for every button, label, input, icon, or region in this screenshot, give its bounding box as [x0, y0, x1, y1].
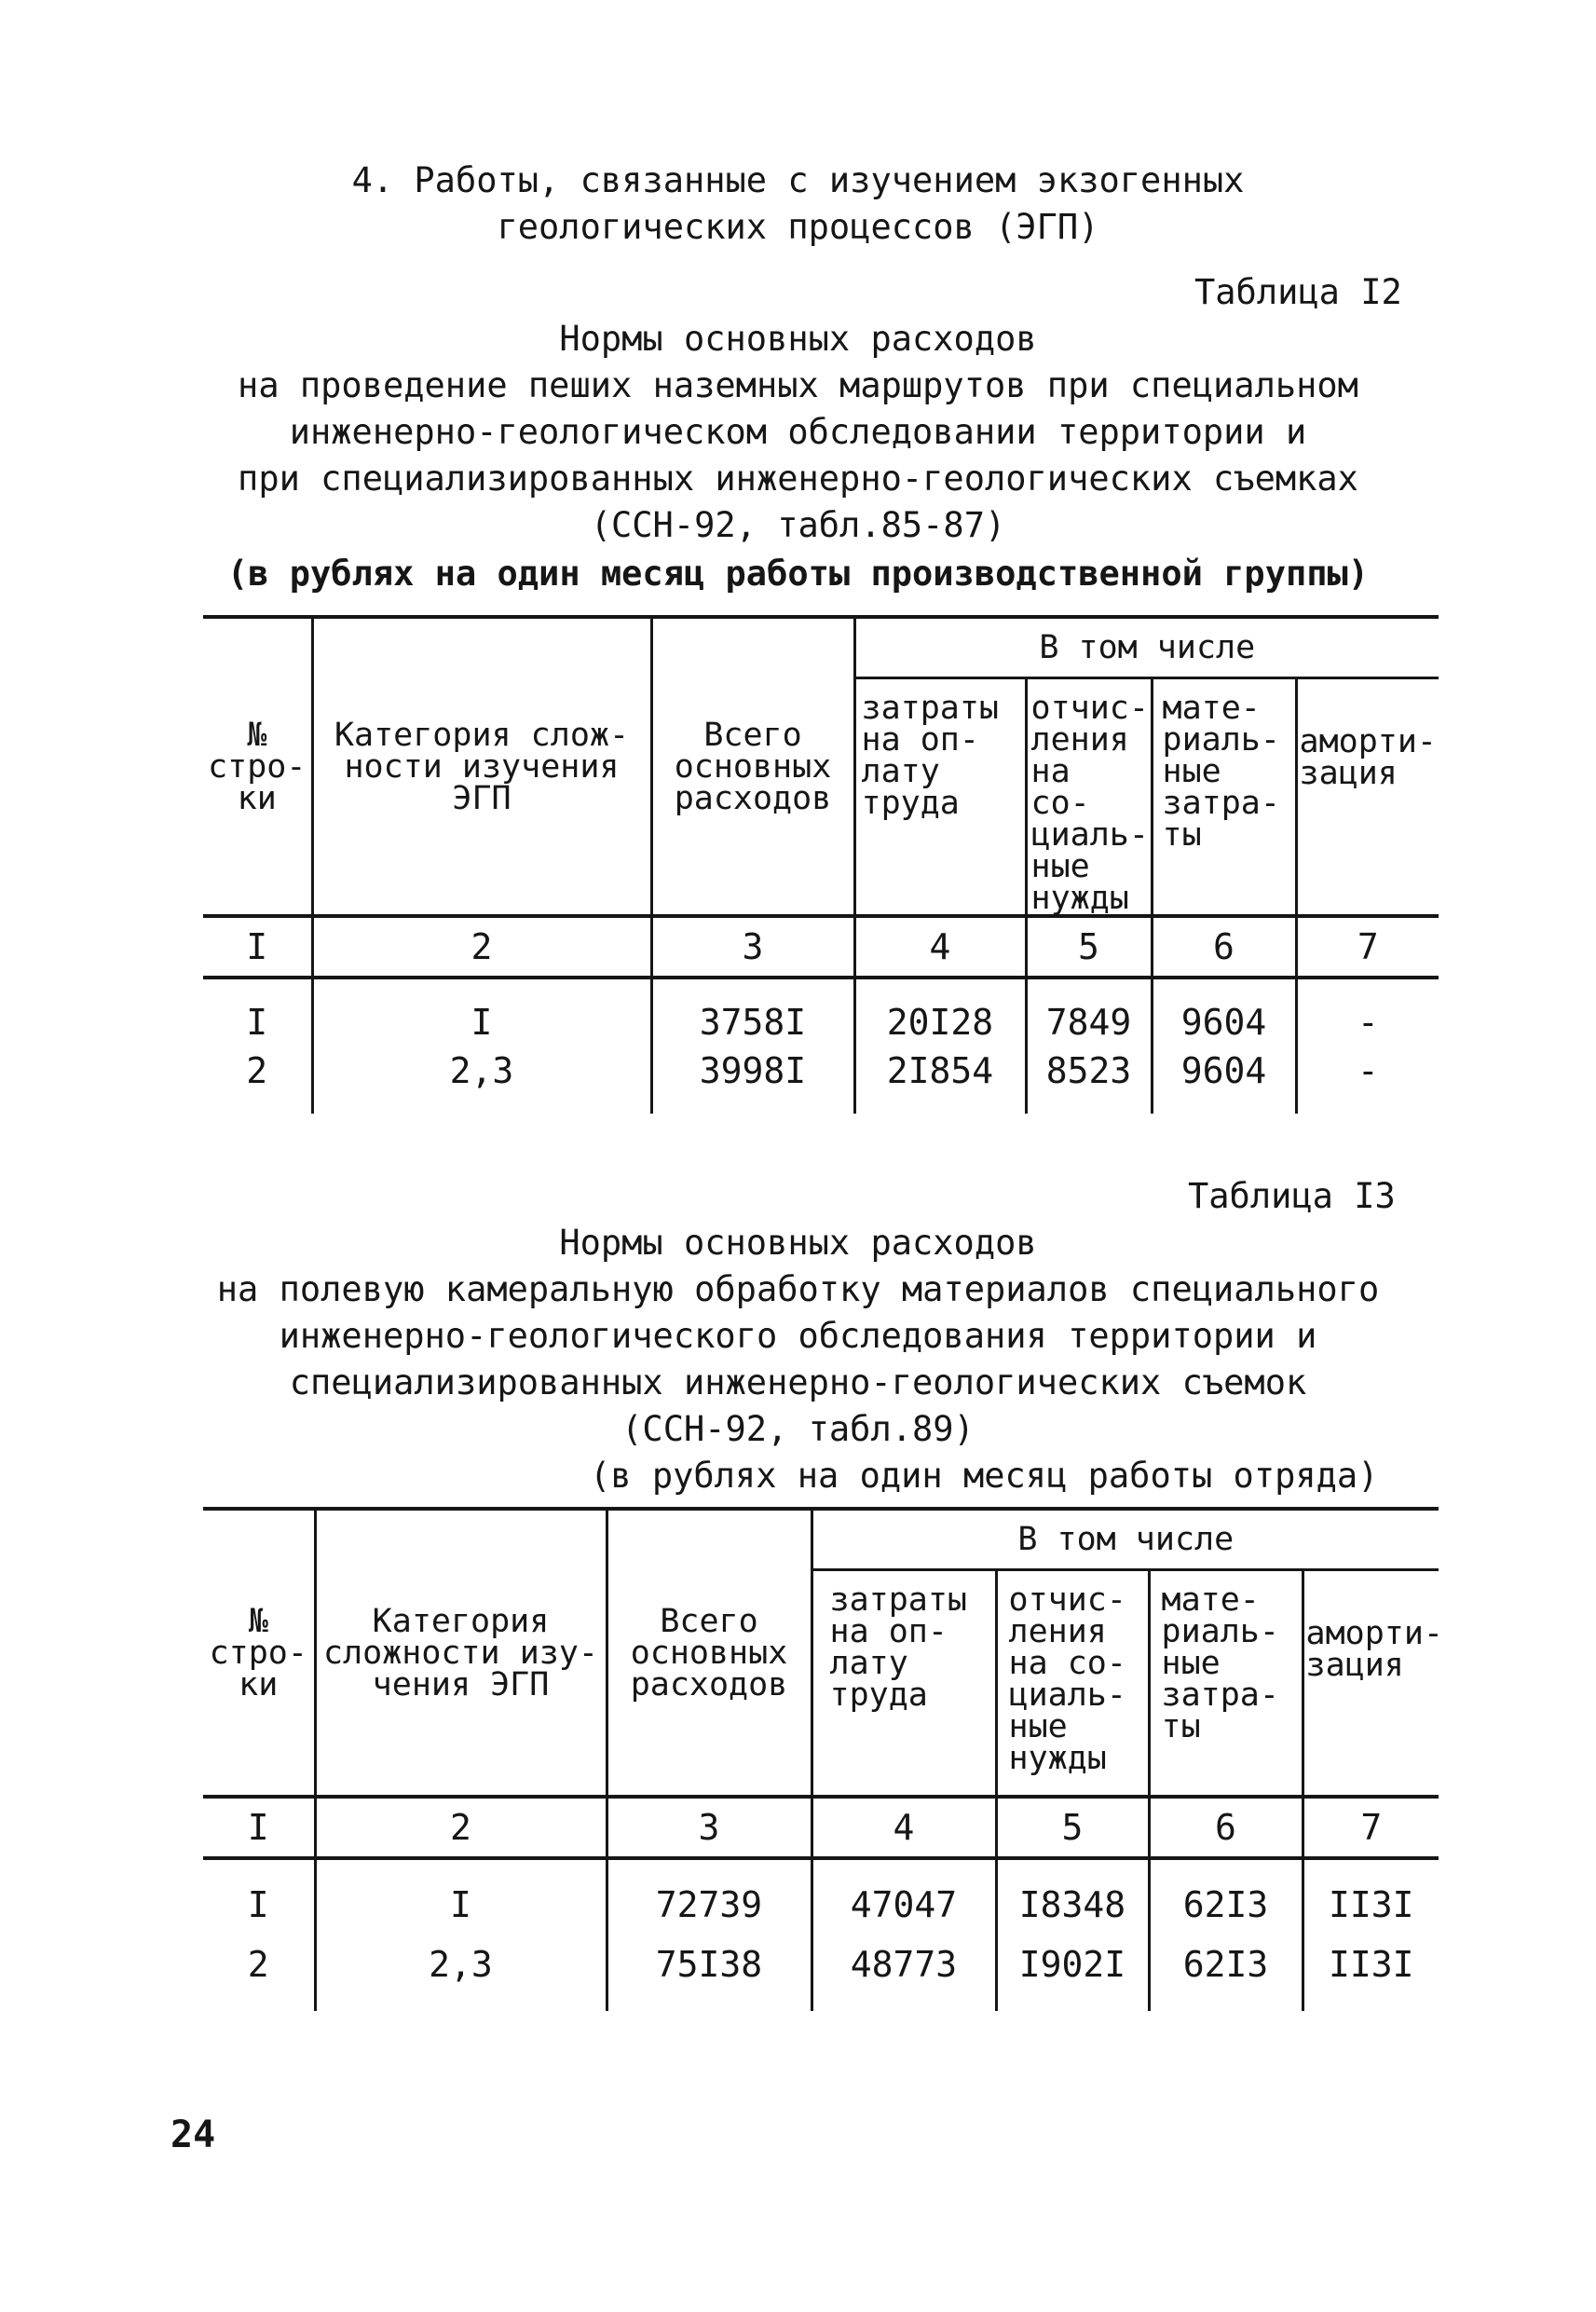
table12-colnum-2: 2 [312, 916, 651, 978]
table12-cell: 3998I [651, 1047, 854, 1114]
table12-header-labor: затраты на оп- лату труда [854, 678, 1026, 917]
table13-cell: II3I [1303, 1929, 1439, 2011]
table13-label: Таблица I3 [1188, 1176, 1396, 1216]
table12-colnum-6: 6 [1152, 916, 1296, 978]
table13-caption-6: (в рублях на один месяц работы отряда) [590, 1456, 1379, 1496]
table12-cell: 2I854 [854, 1047, 1026, 1114]
table13-cell: 62I3 [1149, 1858, 1303, 1929]
table12-header-depreciation: аморти- зация [1296, 678, 1439, 917]
table12-cell: 9604 [1152, 978, 1296, 1047]
table12-cell: 2 [246, 1050, 268, 1091]
table12-colnum-5: 5 [1026, 916, 1152, 978]
table12-caption-2: на проведение пеших наземных маршрутов при специальном [238, 365, 1358, 405]
table13-cell: I [247, 1884, 269, 1925]
page-number: 24 [171, 2114, 216, 2156]
table12-cell: 7849 [1026, 978, 1152, 1047]
table13-cell: I [315, 1858, 607, 1929]
table13-caption-1: Нормы основных расходов [559, 1223, 1037, 1263]
table13-header-group: В том числе [812, 1509, 1439, 1570]
table12-header-group: В том числе [854, 617, 1439, 678]
table12-caption-1: Нормы основных расходов [559, 319, 1037, 359]
table13-cell: 2,3 [315, 1929, 607, 2011]
table13-cell: 75I38 [607, 1929, 812, 2011]
table12-caption-6: (в рублях на один месяц работы производственной группы) [226, 554, 1370, 594]
table12-colnum-4: 4 [854, 916, 1026, 978]
table13-caption-2: на полевую камеральную обработку материалов специального [216, 1269, 1380, 1309]
table12-colnum-1: I [203, 916, 312, 978]
table13-colnum-7: 7 [1303, 1797, 1439, 1858]
table13-caption-3: инженерно-геологического обследования территории и [279, 1316, 1317, 1356]
table12 [203, 615, 1439, 1114]
table12-caption-4: при специализированных инженерно-геологических съемках [238, 458, 1358, 499]
table13-cell: I902I [996, 1929, 1149, 2011]
table12-cell: 9604 [1152, 1047, 1296, 1114]
table13-cell: 72739 [607, 1858, 812, 1929]
table12-header-category: Категория слож- ности изучения ЭГП [312, 617, 651, 916]
table12-cell: 8523 [1026, 1047, 1152, 1114]
table12-header-row-number: № стро- ки [203, 617, 312, 916]
section-title-line2: геологических процессов (ЭГП) [497, 207, 1099, 247]
table13-caption-5: (ССН-92, табл.89) [621, 1409, 975, 1449]
table12-caption-5: (ССН-92, табл.85-87) [590, 505, 1006, 545]
table12-colnum-3: 3 [651, 916, 854, 978]
table12-cell: I [246, 1002, 268, 1043]
table12-label: Таблица I2 [1194, 272, 1402, 312]
table13-header-materials: мате- риаль- ные затра- ты [1149, 1570, 1303, 1798]
table13-header-total: Всего основных расходов [607, 1509, 812, 1797]
table13-colnum-4: 4 [812, 1797, 996, 1858]
table12-cell: I [312, 978, 651, 1047]
table13-colnum-2: 2 [315, 1797, 607, 1858]
table12-cell: 3758I [651, 978, 854, 1047]
table12-cell: - [1296, 978, 1439, 1047]
table13-colnum-1: I [203, 1797, 315, 1858]
table13-cell: I8348 [996, 1858, 1149, 1929]
table13-header-category: Категория сложности изу- чения ЭГП [315, 1509, 607, 1797]
table12-header-social: отчис- ления на со- циаль- ные нужды [1026, 678, 1152, 917]
table13-colnum-6: 6 [1149, 1797, 1303, 1858]
table13-cell: 48773 [812, 1929, 996, 2011]
table12-colnum-7: 7 [1296, 916, 1439, 978]
table13-cell: 47047 [812, 1858, 996, 1929]
table12-header-total: Всего основных расходов [651, 617, 854, 916]
table13-cell: 62I3 [1149, 1929, 1303, 2011]
table13-colnum-5: 5 [996, 1797, 1149, 1858]
table12-cell: 2,3 [312, 1047, 651, 1114]
table12-cell: - [1296, 1047, 1439, 1114]
table13-cell: 2 [247, 1944, 269, 1985]
table13-colnum-3: 3 [607, 1797, 812, 1858]
table12-caption-3: инженерно-геологическом обследовании территории и [289, 412, 1307, 452]
table13-caption-4: специализированных инженерно-геологических съемок [289, 1362, 1307, 1402]
table13-header-row-number: № стро- ки [203, 1509, 315, 1797]
table13-header-labor: затраты на оп- лату труда [812, 1570, 996, 1798]
table12-header-materials: мате- риаль- ные затра- ты [1152, 678, 1296, 917]
section-title-line1: 4. Работы, связанные с изучением экзогенных [351, 160, 1245, 200]
table13-cell: II3I [1303, 1858, 1439, 1929]
table13-header-social: отчис- ления на со- циаль- ные нужды [996, 1570, 1149, 1798]
table12-cell: 20I28 [854, 978, 1026, 1047]
table13-header-depreciation: аморти- зация [1303, 1570, 1439, 1798]
table13 [203, 1507, 1444, 2011]
